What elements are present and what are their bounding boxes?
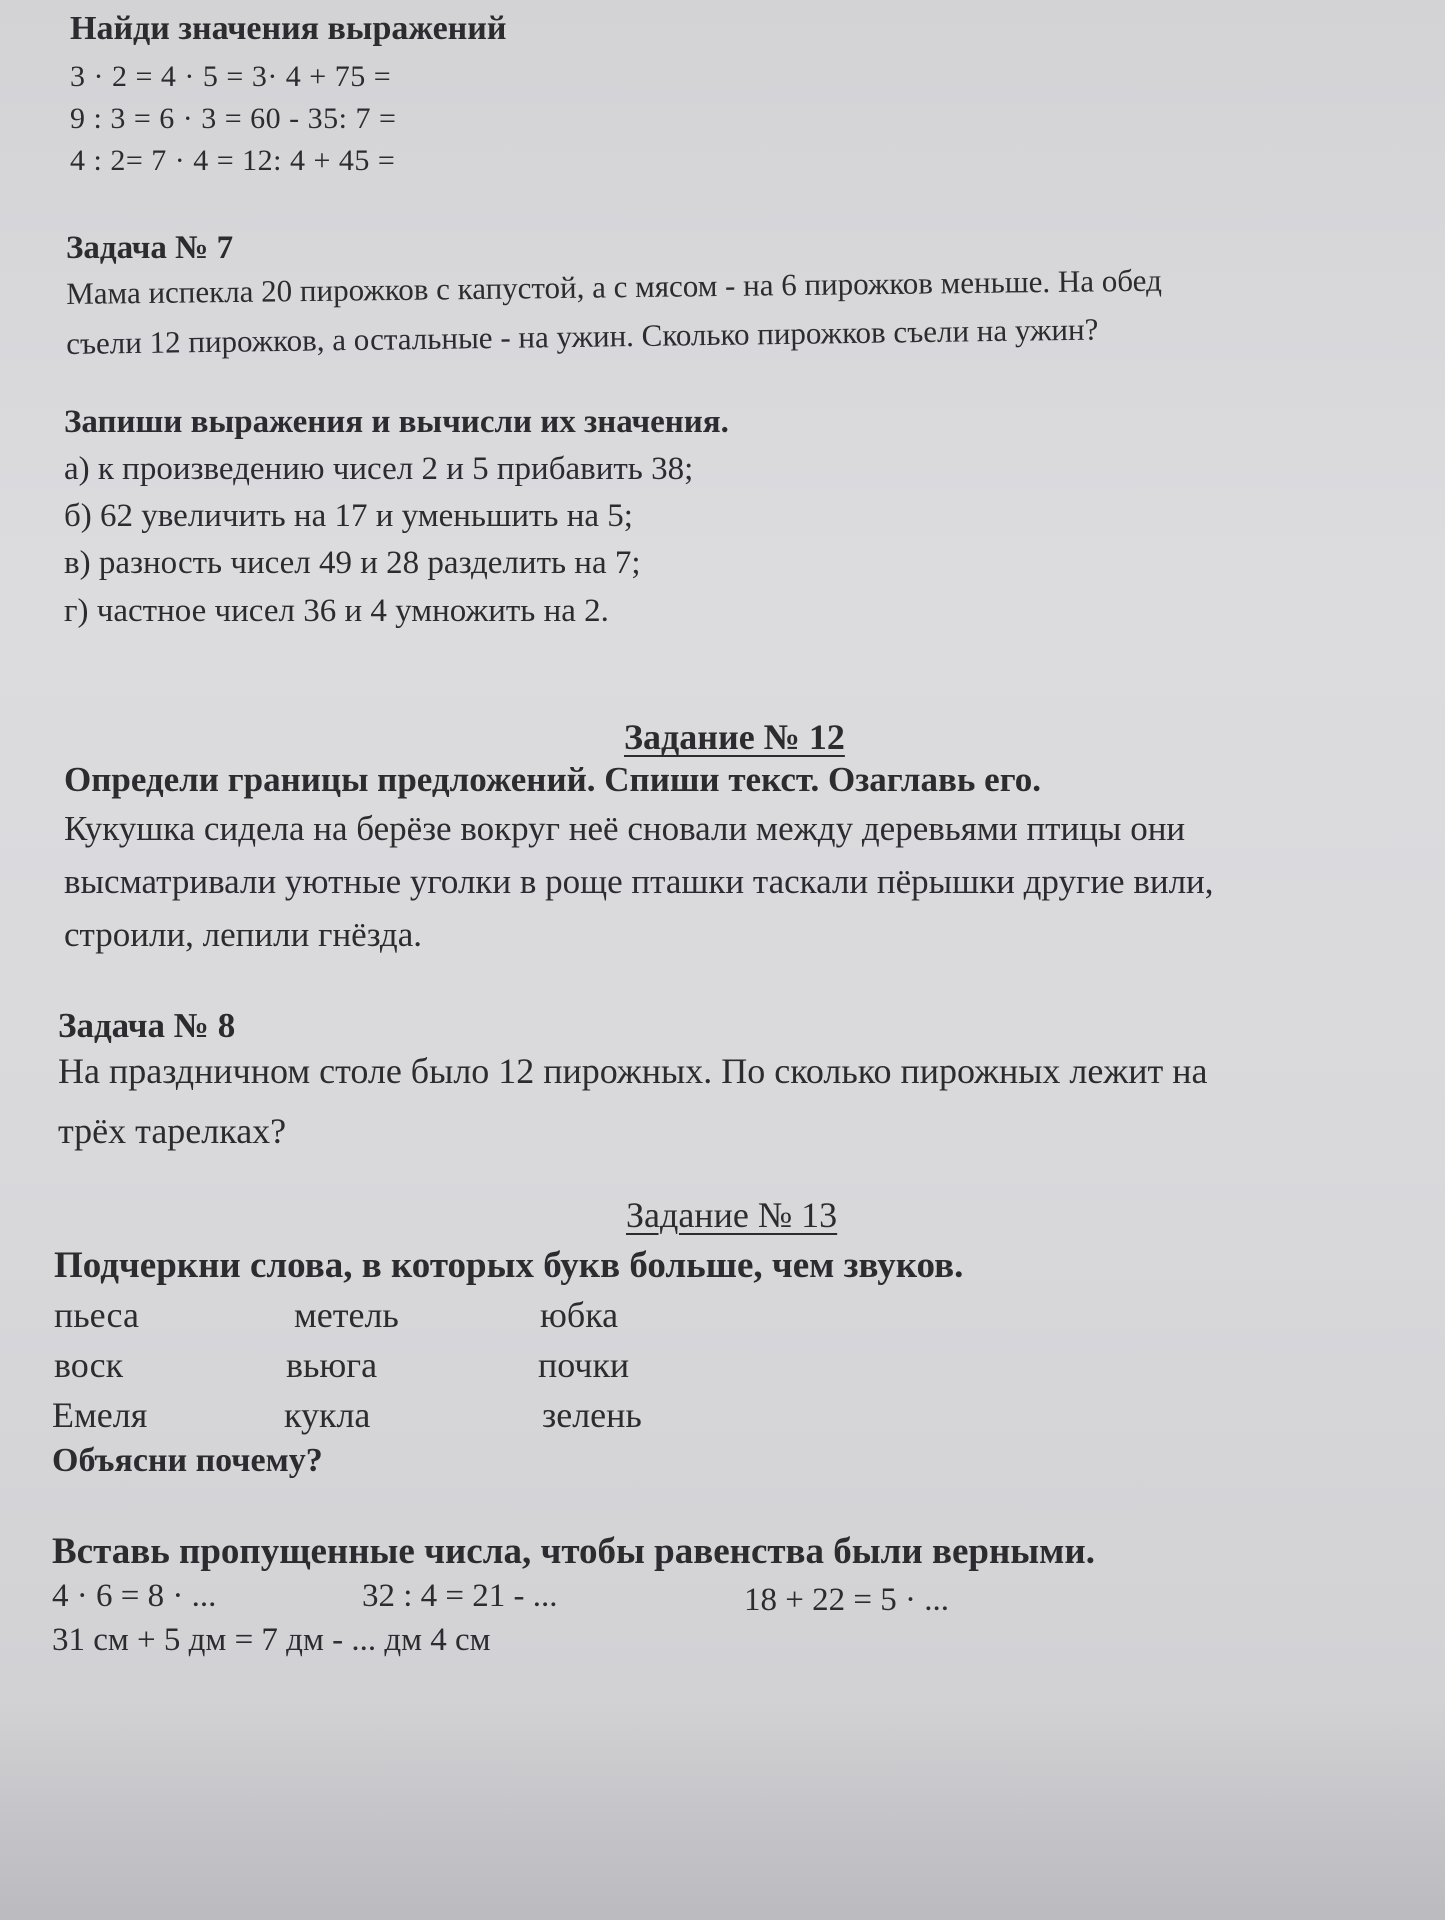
task-8-line-1: На праздничном столе было 12 пирожных. По сколько пирожных лежит на [58,1051,1208,1091]
equation-2: 32 : 4 = 21 - ... [362,1578,558,1614]
task-8-heading: Задача № 8 [58,1006,236,1045]
zadanie-12-title: Задание № 12 [624,717,845,757]
zadanie-13-instruction: Подчеркни слова, в которых букв больше, чем звуков. [54,1245,964,1286]
word-item: метель [294,1295,399,1335]
word-item: почки [538,1345,630,1385]
word-item: кукла [284,1395,371,1435]
expression-item-g: г) частное чисел 36 и 4 умножить на 2. [64,593,609,629]
word-item: воск [54,1345,124,1385]
zadanie-12-text-line-1: Кукушка сидела на берёзе вокруг неё сновали между деревьями птицы они [64,809,1186,848]
equation-3: 18 + 22 = 5 · ... [744,1582,949,1618]
word-item: пьеса [54,1295,139,1335]
expression-row-2: 9 : 3 = 6 · 3 = 60 - 35: 7 = [70,102,397,135]
insert-numbers-heading: Вставь пропущенные числа, чтобы равенства были верными. [52,1531,1095,1572]
word-item: зелень [542,1395,642,1435]
task-7-heading: Задача № 7 [66,230,234,266]
task-8-line-2: трёх тарелках? [58,1111,287,1151]
zadanie-12-text-line-2: высматривали уютные уголки в роще пташки таскали пёрышки другие вили, [64,862,1214,901]
expression-row-1: 3 · 2 = 4 · 5 = 3· 4 + 75 = [70,60,392,93]
expression-row-3: 4 : 2= 7 · 4 = 12: 4 + 45 = [70,144,396,177]
equation-1: 4 · 6 = 8 · ... [52,1578,217,1614]
task-7-line-2: съели 12 пирожков, а остальные - на ужин. Сколько пирожков съели на ужин? [66,311,1099,361]
equation-4: 31 см + 5 дм = 7 дм - ... дм 4 см [52,1622,491,1658]
expression-item-v: в) разность чисел 49 и 28 разделить на 7; [64,545,641,581]
write-expressions-heading: Запиши выражения и вычисли их значения. [64,404,729,440]
expression-item-a: а) к произведению чисел 2 и 5 прибавить 38; [64,451,694,487]
explain-question: Объясни почему? [52,1442,323,1479]
expressions-heading: Найди значения выражений [70,10,507,47]
zadanie-12-instruction: Определи границы предложений. Спиши текст. Озаглавь его. [64,760,1041,799]
expression-item-b: б) 62 увеличить на 17 и уменьшить на 5; [64,498,633,534]
zadanie-13-title: Задание № 13 [626,1195,838,1235]
word-item: Емеля [52,1395,148,1435]
word-item: вьюга [286,1345,378,1385]
zadanie-12-text-line-3: строили, лепили гнёзда. [64,915,422,954]
word-item: юбка [540,1295,619,1335]
task-7-line-1: Мама испекла 20 пирожков с капустой, а с мясом - на 6 пирожков меньше. На обед [66,262,1162,311]
page-shadow [0,1700,1445,1920]
